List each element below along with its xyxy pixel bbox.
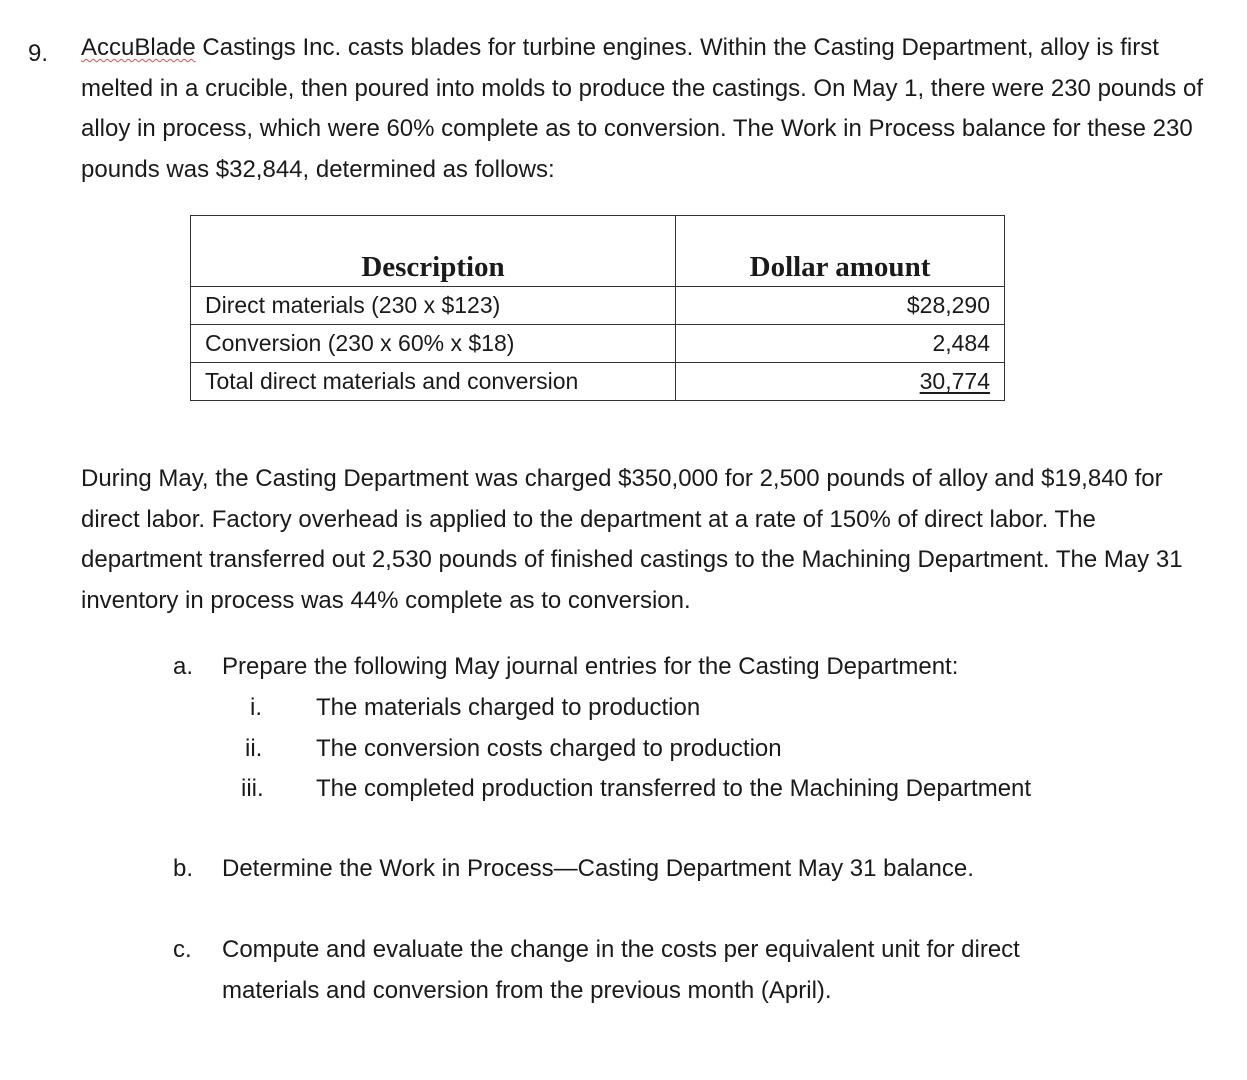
part-b-label: b. (173, 855, 194, 882)
wip-balance-table (190, 215, 1005, 401)
part-a-text: Prepare the following May journal entries for the Casting Department: (222, 653, 959, 680)
part-a-iii-text: The completed production transferred to the Machining Department (316, 775, 1032, 802)
part-c-label: c. (173, 936, 192, 963)
table-header-row (191, 216, 1005, 287)
intro-paragraph (81, 28, 1221, 190)
part-a-ii-text: The conversion costs charged to production (316, 735, 782, 762)
row-description: Direct materials (230 x $123) (191, 287, 676, 325)
header-description: Description (191, 216, 676, 287)
part-b-text: Determine the Work in Process—Casting Department May 31 balance. (222, 855, 974, 882)
row-amount-total: 30,774 (919, 368, 990, 394)
row-amount: $28,290 (676, 287, 1005, 325)
intro-text: Castings Inc. casts blades for turbine engines. Within the Casting Department, alloy is first melted in a crucible, then poured into molds to produce the castings. On May 1, there were 230 pounds of alloy in process, which were 60% complete as to conversion. The Work in Process balance for these 230 pounds was $32,844, determined as follows: (81, 34, 1203, 183)
may-paragraph: During May, the Casting Department was charged $350,000 for 2,500 pounds of alloy and $19,840 for direct labor. Factory overhead is applied to the department at a rate of 150% of direct labor. The department transferred out 2,530 pounds of finished castings to the Machining Department. The May 31 inventory in process was 44% complete as to conversion. (81, 465, 1183, 614)
part-a-i-label: i. (250, 694, 262, 721)
row-amount: 2,484 (676, 325, 1005, 363)
table-row (191, 287, 1005, 325)
part-c-line2: materials and conversion from the previous month (April). (222, 977, 832, 1004)
total-cell (676, 363, 1005, 401)
header-dollar-amount: Dollar amount (676, 216, 1005, 287)
part-a-i-text: The materials charged to production (316, 694, 701, 721)
row-description: Conversion (230 x 60% x $18) (191, 325, 676, 363)
table-row (191, 325, 1005, 363)
question-number: 9. (28, 40, 49, 67)
part-a-iii-label: iii. (241, 775, 264, 802)
part-c-line1: Compute and evaluate the change in the costs per equivalent unit for direct (222, 936, 1020, 963)
row-description: Total direct materials and conversion (191, 363, 676, 401)
part-a-ii-label: ii. (245, 735, 263, 762)
table-row (191, 363, 1005, 401)
part-a-label: a. (173, 653, 194, 680)
company-name: AccuBlade (81, 34, 196, 61)
